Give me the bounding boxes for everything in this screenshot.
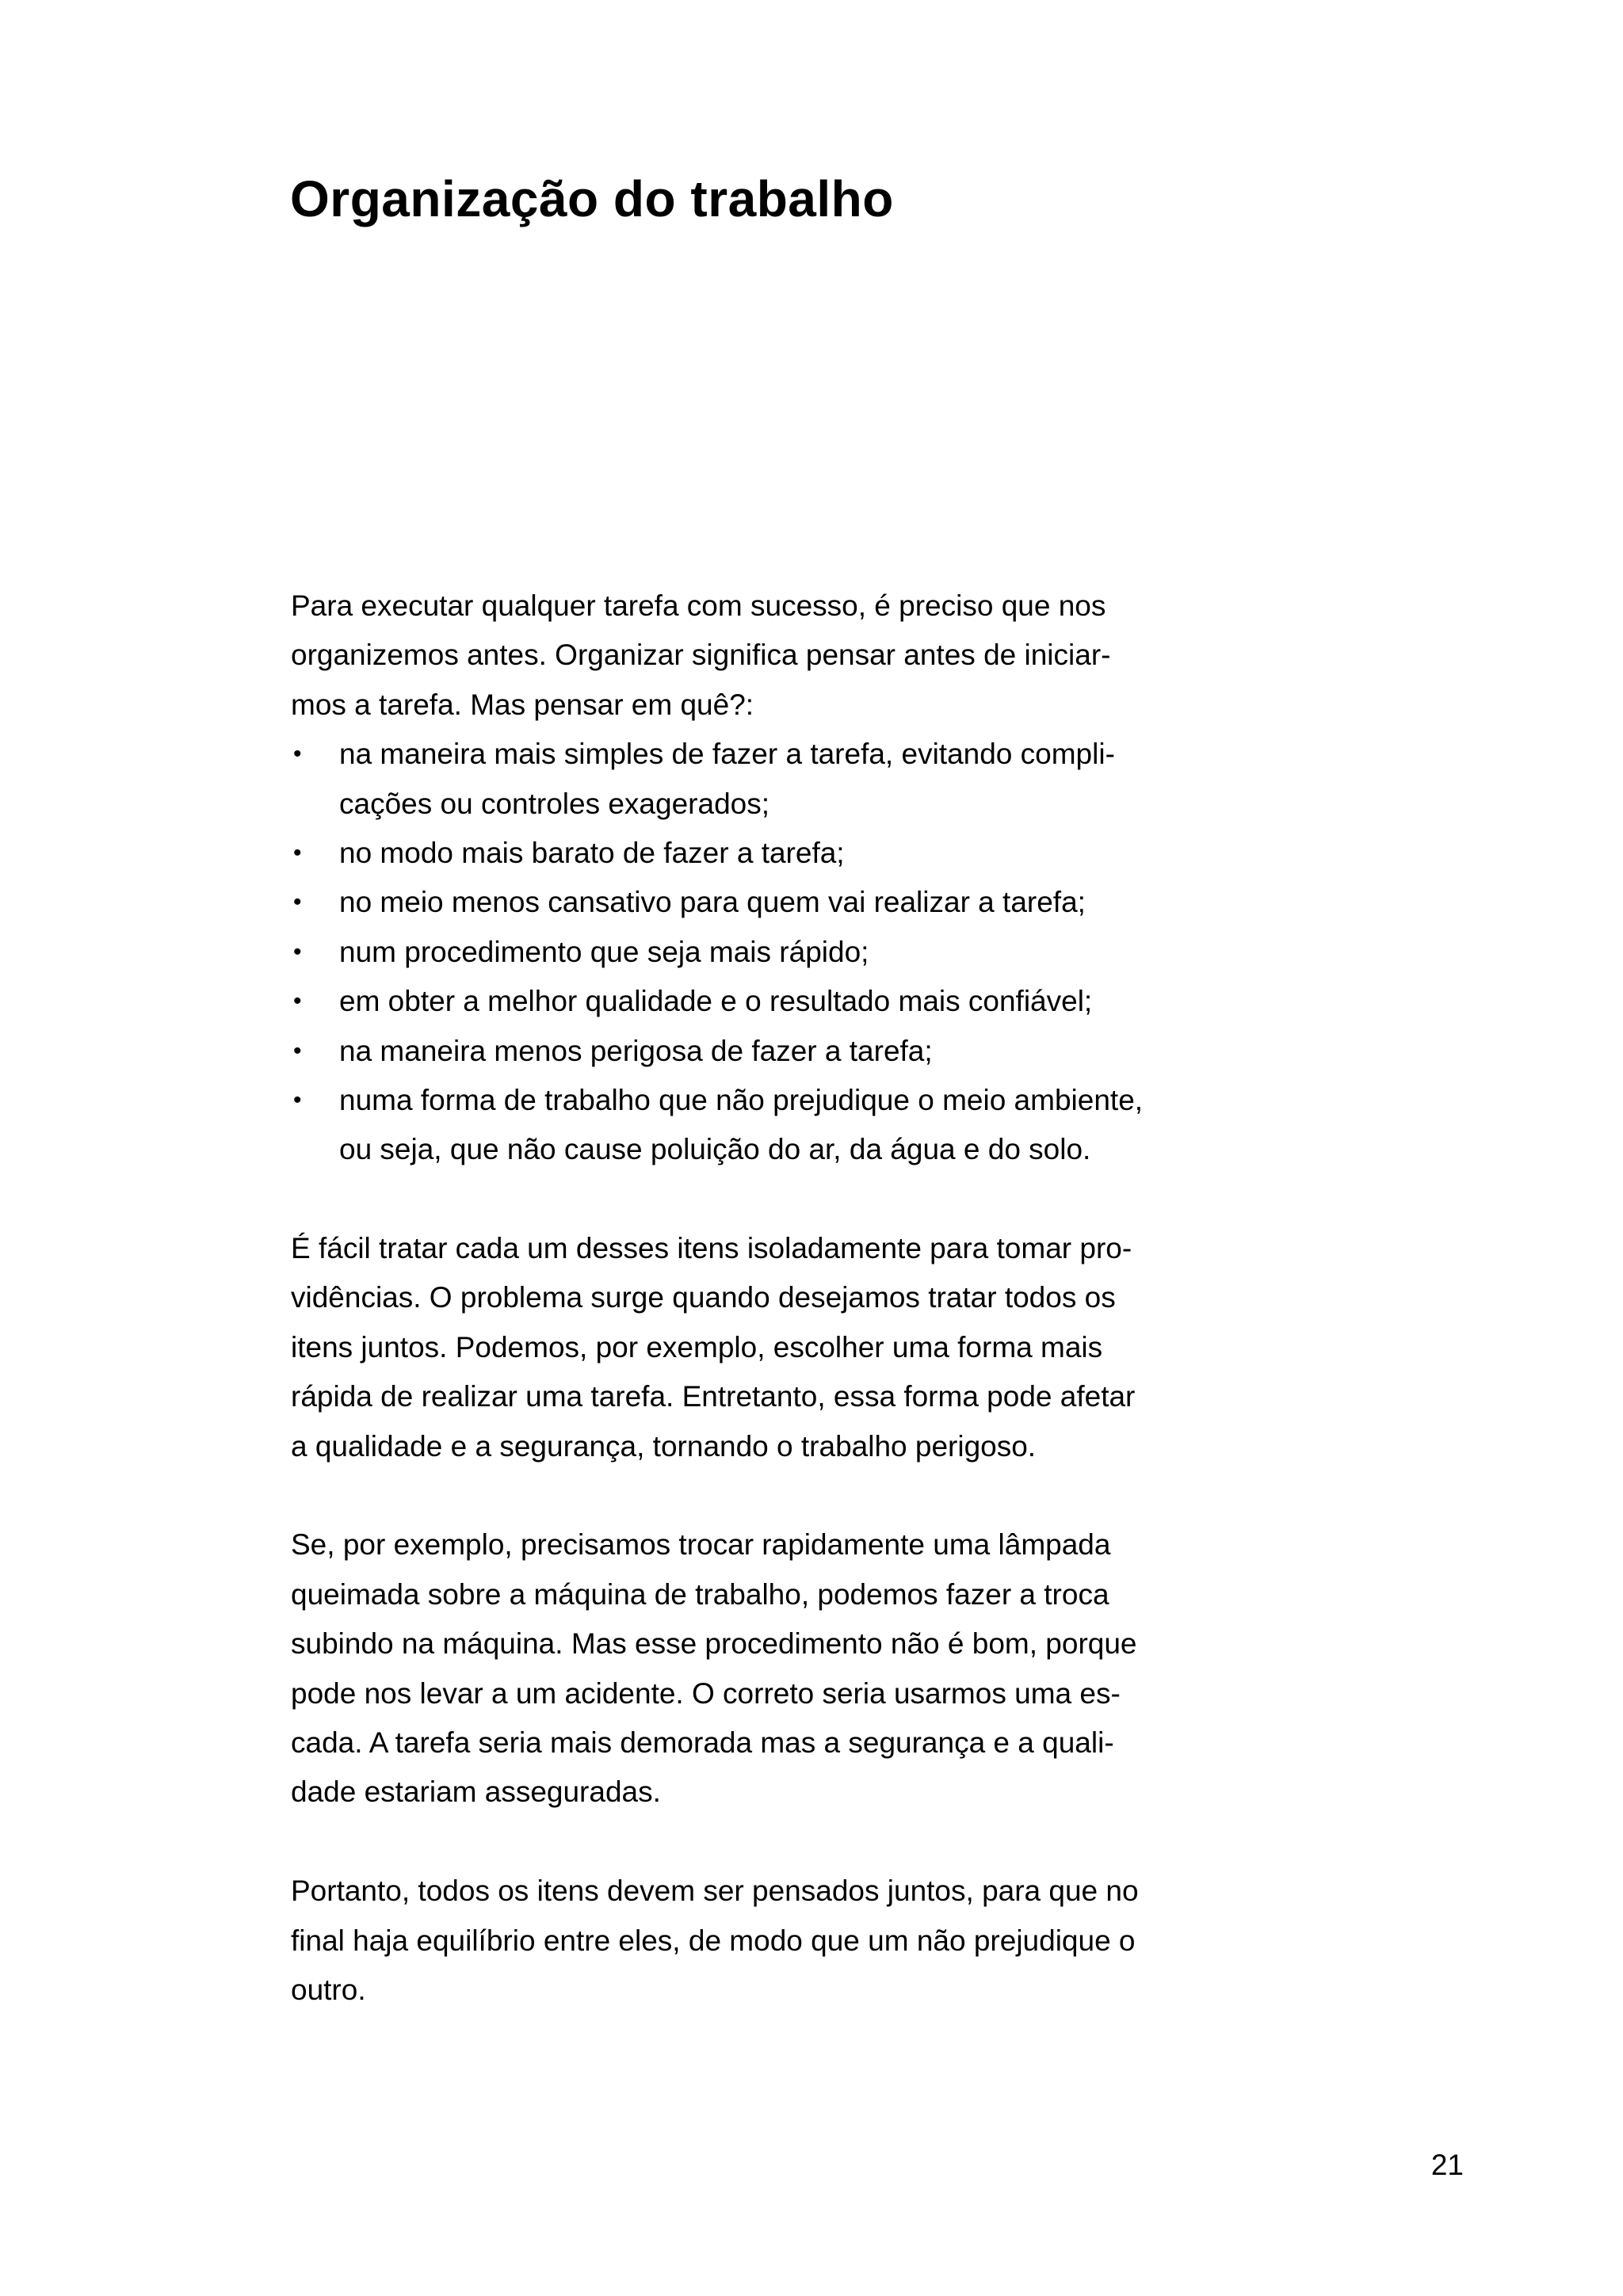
text-line: Se, por exemplo, precisamos trocar rapidamente uma lâmpada bbox=[291, 1528, 1111, 1562]
page-number: 21 bbox=[1430, 2149, 1464, 2181]
text-line: final haja equilíbrio entre eles, de modo que um não prejudique o bbox=[291, 1924, 1136, 1957]
text-line: ou seja, que não cause poluição do ar, da água e do solo. bbox=[339, 1133, 1091, 1166]
text-line: mos a tarefa. Mas pensar em quê?: bbox=[291, 688, 754, 721]
text-line: na maneira mais simples de fazer a tarefa, evitando compli- bbox=[339, 738, 1115, 771]
text-line: em obter a melhor qualidade e o resultado mais confiável; bbox=[339, 985, 1093, 1018]
text-line: cada. A tarefa seria mais demorada mas a segurança e a quali- bbox=[291, 1726, 1114, 1759]
page-title: Organização do trabalho bbox=[290, 170, 894, 227]
bullet-item bbox=[291, 829, 1321, 878]
text-line: no modo mais barato de fazer a tarefa; bbox=[339, 836, 845, 869]
body-text bbox=[291, 582, 1321, 2015]
bullet-item bbox=[291, 1027, 1321, 1076]
text-line: pode nos levar a um acidente. O correto seria usarmos uma es- bbox=[291, 1676, 1121, 1710]
bullet-item bbox=[291, 878, 1321, 927]
paragraph bbox=[291, 1867, 1321, 2015]
text-line: dade estariam asseguradas. bbox=[291, 1775, 661, 1809]
text-line: Portanto, todos os itens devem ser pensados juntos, para que no bbox=[291, 1875, 1139, 1908]
text-line: subindo na máquina. Mas esse procedimento não é bom, porque bbox=[291, 1627, 1137, 1661]
text-line: num procedimento que seja mais rápido; bbox=[339, 935, 869, 968]
bullet-icon: • bbox=[293, 1086, 302, 1113]
paragraph bbox=[291, 1224, 1321, 1471]
intro-paragraph bbox=[291, 582, 1321, 730]
text-line: outro. bbox=[291, 1973, 366, 2006]
bullet-icon: • bbox=[293, 1037, 302, 1064]
text-line: organizemos antes. Organizar significa pensar antes de iniciar- bbox=[291, 639, 1111, 672]
text-line: na maneira menos perigosa de fazer a tarefa; bbox=[339, 1034, 933, 1067]
bullet-list bbox=[291, 730, 1321, 1175]
text-line: rápida de realizar uma tarefa. Entretanto, essa forma pode afetar bbox=[291, 1380, 1136, 1413]
text-line: no meio menos cansativo para quem vai realizar a tarefa; bbox=[339, 886, 1086, 919]
bullet-item bbox=[291, 928, 1321, 977]
text-line: Para executar qualquer tarefa com sucesso, é preciso que nos bbox=[291, 589, 1106, 622]
text-line: numa forma de trabalho que não prejudique o meio ambiente, bbox=[339, 1083, 1144, 1116]
text-line: queimada sobre a máquina de trabalho, podemos fazer a troca bbox=[291, 1577, 1109, 1611]
text-line: vidências. O problema surge quando desejamos tratar todos os bbox=[291, 1281, 1116, 1314]
bullet-item bbox=[291, 730, 1321, 829]
paragraph bbox=[291, 1520, 1321, 1817]
bullet-item bbox=[291, 977, 1321, 1026]
text-line: cações ou controles exagerados; bbox=[339, 787, 770, 820]
bullet-item bbox=[291, 1076, 1321, 1175]
text-line: É fácil tratar cada um desses itens isoladamente para tomar pro- bbox=[291, 1232, 1132, 1265]
bullet-icon: • bbox=[293, 988, 302, 1015]
text-line: a qualidade e a segurança, tornando o trabalho perigoso. bbox=[291, 1429, 1037, 1463]
text-line: itens juntos. Podemos, por exemplo, escolher uma forma mais bbox=[291, 1330, 1103, 1363]
bullet-icon: • bbox=[293, 839, 302, 866]
bullet-icon: • bbox=[293, 741, 302, 768]
bullet-icon: • bbox=[293, 889, 302, 916]
bullet-icon: • bbox=[293, 938, 302, 965]
